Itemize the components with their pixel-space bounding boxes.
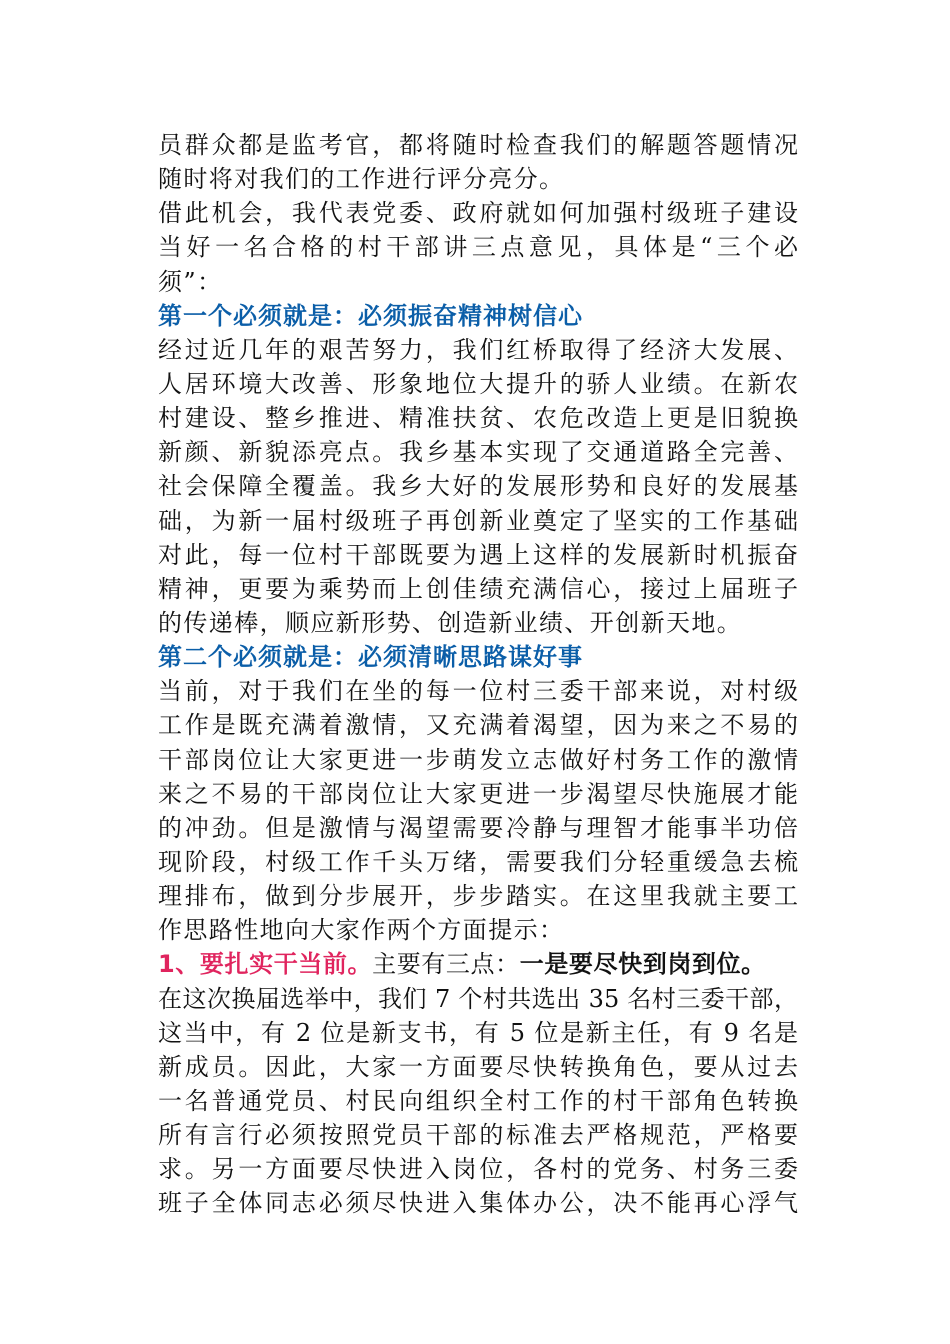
paragraph-line: 对此，每一位村干部既要为遇上这样的发展新时机振奋 [158,540,798,569]
paragraph-line: 来之不易的干部岗位让大家更进一步渴望尽快施展才能 [158,779,798,808]
paragraph-line: 理排布，做到分步展开，步步踏实。在这里我就主要工 [158,882,798,911]
section-heading-1: 第一个必须就是：必须振奋精神树信心 [158,301,583,330]
paragraph-line: 一名普通党员、村民向组织全村工作的村干部角色转换 [158,1086,798,1115]
paragraph-line: 人居环境大改善、形象地位大提升的骄人业绩。在新农 [158,369,798,398]
point-1-lead: 1、要扎实干当前。 [158,950,373,979]
paragraph-line: 借此机会，我代表党委、政府就如何加强村级班子建设 [158,199,798,228]
paragraph-line: 础，为新一届村级班子再创新业奠定了坚实的工作基础 [158,506,798,535]
paragraph-line: 经过近几年的艰苦努力，我们红桥取得了经济大发展、 [158,335,798,364]
paragraph-line: 工作是既充满着激情，又充满着渴望，因为来之不易的 [158,711,798,740]
paragraph-line: 当好一名合格的村干部讲三点意见，具体是“三个必 [158,233,798,262]
paragraph-line: 这当中，有 2 位是新支书，有 5 位是新主任，有 9 名是 [158,1018,798,1047]
point-1-bold: 一是要尽快到岗到位。 [519,950,766,979]
paragraph-line: 求。另一方面要尽快进入岗位，各村的党务、村务三委 [158,1155,798,1184]
section-heading-2: 第二个必须就是：必须清晰思路谋好事 [158,643,583,672]
paragraph-line: 现阶段，村级工作千头万绪，需要我们分轻重缓急去梳 [158,847,798,876]
paragraph-line: 须”： [158,267,223,296]
paragraph-line: 新颜、新貌添亮点。我乡基本实现了交通道路全完善、 [158,438,798,467]
paragraph-line: 随时将对我们的工作进行评分亮分。 [158,165,565,194]
paragraph-line: 班子全体同志必须尽快进入集体办公，决不能再心浮气 [158,1189,798,1218]
point-1-line [158,947,798,981]
paragraph-line: 社会保障全覆盖。我乡大好的发展形势和良好的发展基 [158,472,798,501]
paragraph-line: 所有言行必须按照党员干部的标准去严格规范，严格要 [158,1121,798,1150]
paragraph-line: 员群众都是监考官，都将随时检查我们的解题答题情况 [158,131,798,159]
paragraph-line: 精神，更要为乘势而上创佳绩充满信心，接过上届班子 [158,574,798,603]
paragraph-line: 的冲劲。但是激情与渴望需要冷静与理智才能事半功倍 [158,813,798,842]
paragraph-line: 当前，对于我们在坐的每一位村三委干部来说，对村级 [158,677,798,706]
paragraph-line: 的传递棒，顺应新形势、创造新业绩、开创新天地。 [158,608,743,637]
point-1-middle: 主要有三点： [372,950,520,979]
paragraph-line: 新成员。因此，大家一方面要尽快转换角色，要从过去 [158,1052,798,1081]
paragraph-line: 作思路性地向大家作两个方面提示： [158,916,565,945]
document-body [158,128,798,1221]
paragraph-line: 干部岗位让大家更进一步萌发立志做好村务工作的激情 [158,745,798,774]
paragraph-line: 村建设、整乡推进、精准扶贫、农危改造上更是旧貌换 [158,404,798,433]
paragraph-line: 在这次换届选举中，我们 7 个村共选出 35 名村三委干部， [158,984,798,1013]
